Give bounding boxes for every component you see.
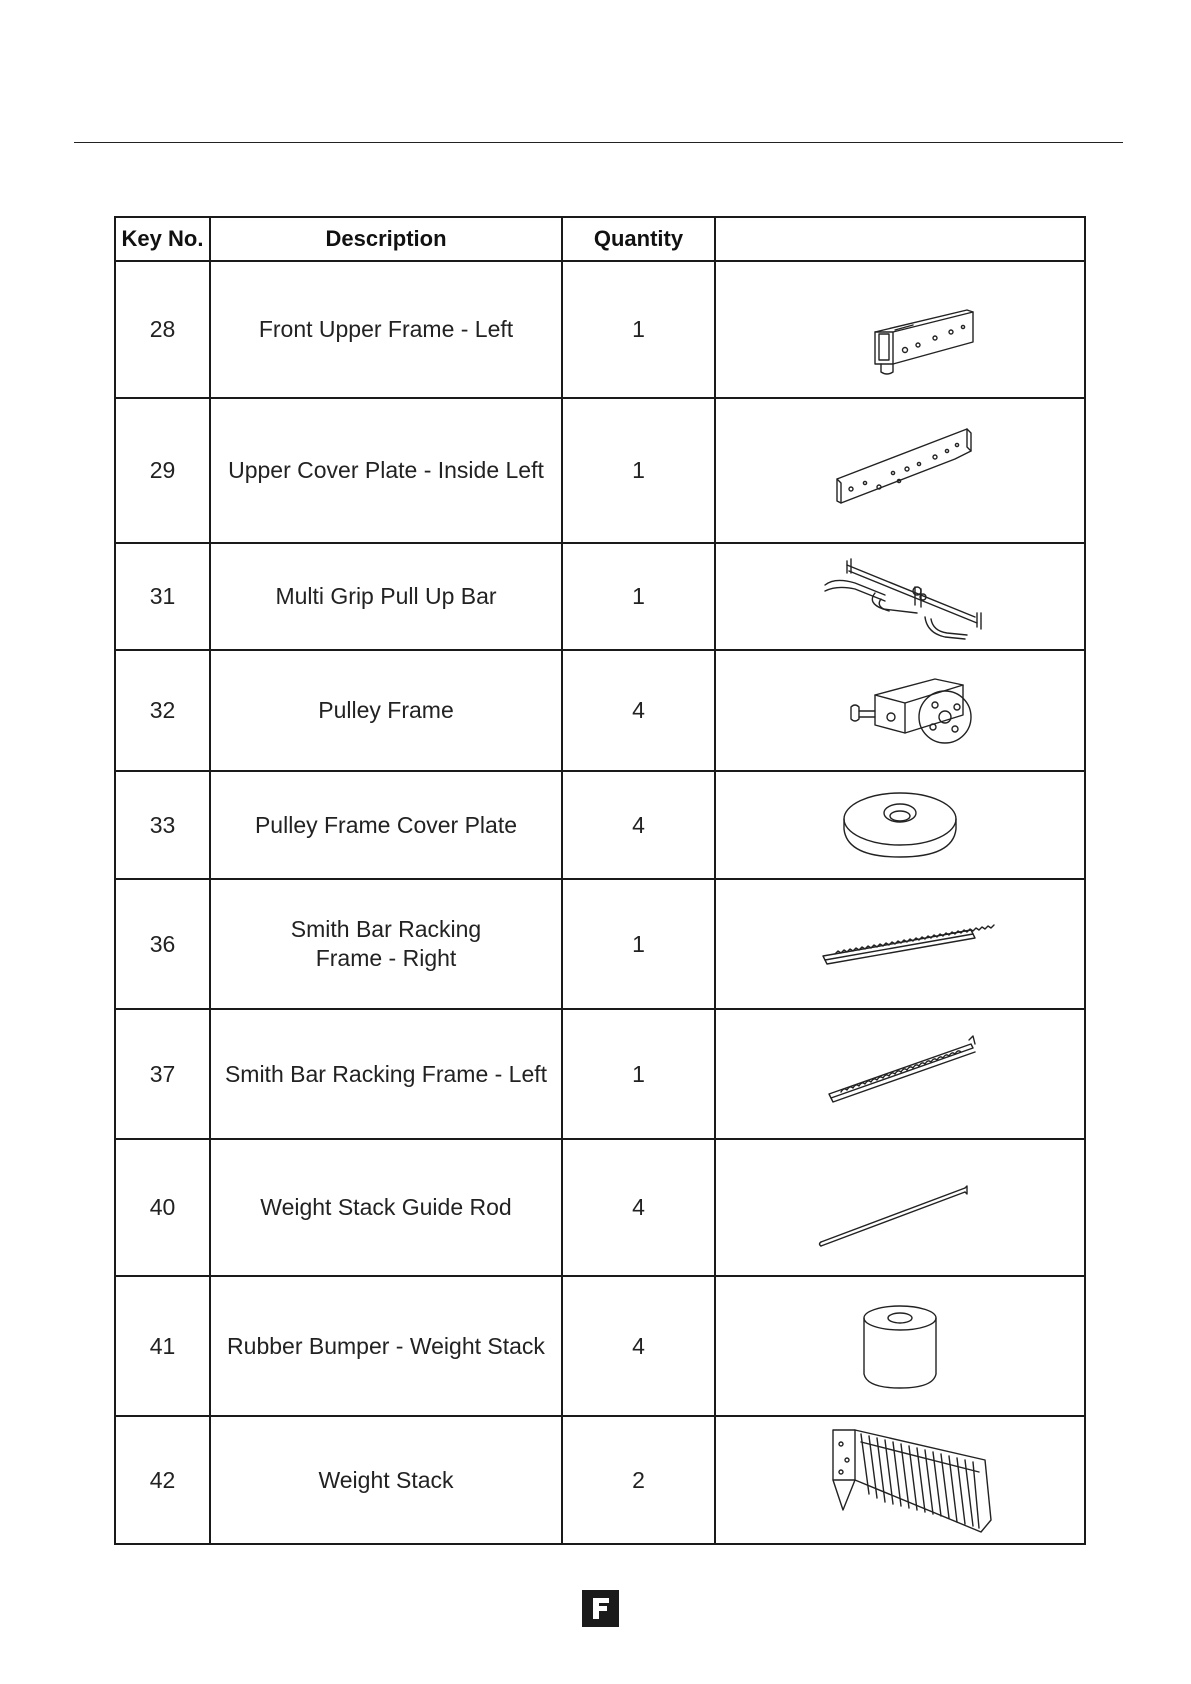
image-cell (715, 771, 1085, 879)
table-row (115, 261, 1085, 398)
table-row (115, 1416, 1085, 1544)
image-cell (715, 1139, 1085, 1276)
quantity-cell: 1 (562, 543, 715, 650)
description-header: Description (210, 217, 562, 261)
image-cell (715, 650, 1085, 771)
quantity-cell: 4 (562, 771, 715, 879)
header-rule (74, 142, 1123, 143)
description-line: Smith Bar Racking Frame - Left (224, 1060, 548, 1087)
description-line: Rubber Bumper - Weight Stack (227, 1332, 545, 1359)
quantity-cell: 4 (562, 1276, 715, 1416)
quantity-cell: 1 (562, 398, 715, 543)
racking-frame-left-icon (795, 1024, 1005, 1124)
table-row (115, 1139, 1085, 1276)
key-no-cell: 42 (115, 1416, 210, 1544)
image-cell (715, 261, 1085, 398)
table-row (115, 398, 1085, 543)
quantity-cell: 2 (562, 1416, 715, 1544)
table-row (115, 1009, 1085, 1139)
key-no-cell: 41 (115, 1276, 210, 1416)
image-cell (715, 398, 1085, 543)
key-no-cell: 37 (115, 1009, 210, 1139)
image-header (715, 217, 1085, 261)
key-no-cell: 28 (115, 261, 210, 398)
description-cell (210, 1276, 562, 1416)
cover-plate-disc-icon (795, 775, 1005, 875)
table-row (115, 543, 1085, 650)
quantity-header: Quantity (562, 217, 715, 261)
key-no-cell: 36 (115, 879, 210, 1009)
upper-cover-plate-icon (795, 421, 1005, 521)
description-cell (210, 1139, 562, 1276)
description-line: Upper Cover Plate - Inside Left (228, 457, 544, 483)
description-cell (210, 1416, 562, 1544)
description-line: Multi Grip Pull Up Bar (275, 583, 497, 609)
quantity-cell: 1 (562, 1009, 715, 1139)
front-upper-frame-icon (795, 280, 1005, 380)
table-row (115, 650, 1085, 771)
description-line: Weight Stack (318, 1466, 454, 1493)
image-cell (715, 1009, 1085, 1139)
key-no-cell: 40 (115, 1139, 210, 1276)
table-row (115, 1276, 1085, 1416)
description-cell (210, 261, 562, 398)
image-cell (715, 1276, 1085, 1416)
key-no-cell: 32 (115, 650, 210, 771)
description-cell (210, 650, 562, 771)
key-no-header: Key No. (115, 217, 210, 261)
table-row (115, 879, 1085, 1009)
key-no-cell: 33 (115, 771, 210, 879)
image-cell (715, 543, 1085, 650)
key-no-cell: 31 (115, 543, 210, 650)
quantity-cell: 4 (562, 650, 715, 771)
table-row (115, 771, 1085, 879)
pull-up-bar-icon (795, 547, 1005, 647)
quantity-cell: 1 (562, 261, 715, 398)
description-line: Smith Bar Racking (290, 916, 482, 942)
description-line: Weight Stack Guide Rod (260, 1194, 512, 1220)
description-line: Frame - Right (315, 945, 457, 971)
description-cell (210, 879, 562, 1009)
description-cell (210, 543, 562, 650)
description-line: Pulley Frame Cover Plate (254, 811, 518, 838)
racking-frame-right-icon (795, 894, 1005, 994)
key-no-cell: 29 (115, 398, 210, 543)
image-cell (715, 1416, 1085, 1544)
f-letter-icon (582, 1590, 619, 1627)
description-line: Pulley Frame (318, 697, 454, 723)
quantity-cell: 4 (562, 1139, 715, 1276)
weight-stack-icon (795, 1420, 1005, 1540)
description-cell (210, 398, 562, 543)
guide-rod-icon (795, 1158, 1005, 1258)
rubber-bumper-icon (795, 1296, 1005, 1396)
brand-logo-icon (582, 1590, 619, 1627)
parts-table (114, 216, 1086, 1545)
description-cell (210, 1009, 562, 1139)
description-line: Front Upper Frame - Left (258, 316, 514, 342)
table-header-row (115, 217, 1085, 261)
pulley-frame-icon (795, 661, 1005, 761)
description-cell (210, 771, 562, 879)
quantity-cell: 1 (562, 879, 715, 1009)
image-cell (715, 879, 1085, 1009)
